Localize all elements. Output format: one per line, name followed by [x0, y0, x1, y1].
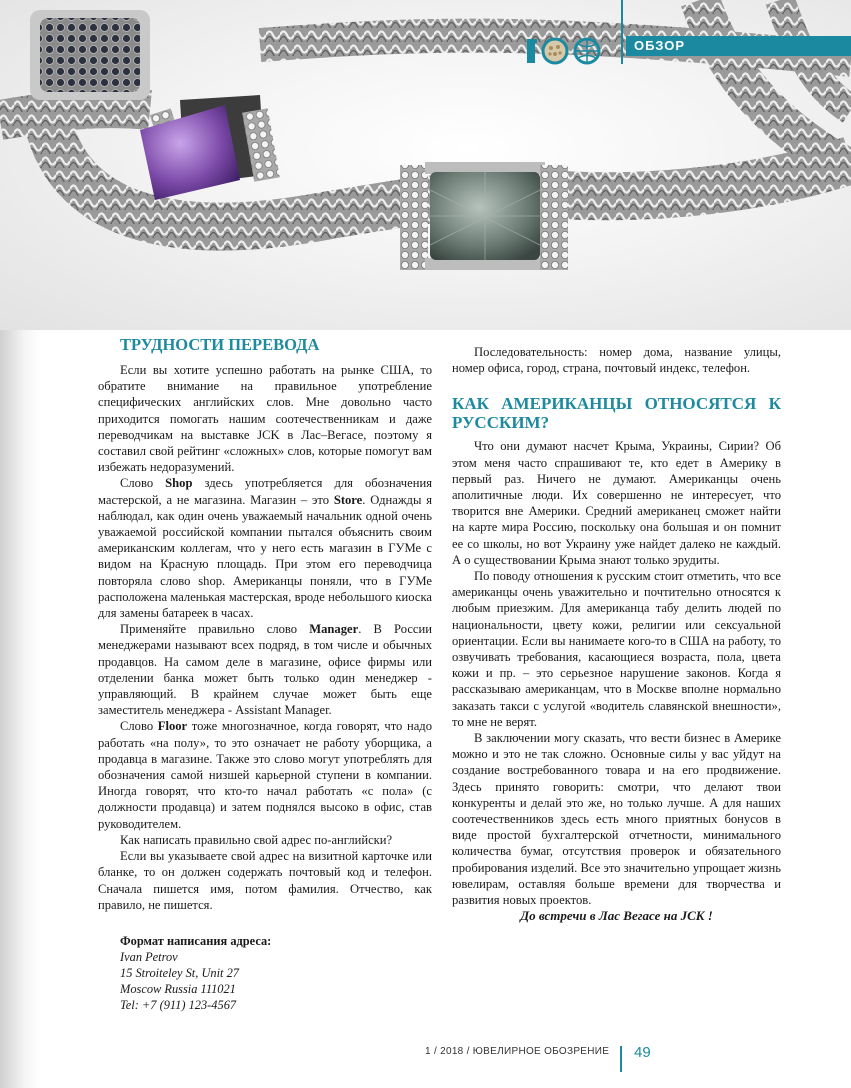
- right-column: [452, 344, 781, 925]
- term-shop: Shop: [165, 476, 193, 491]
- section-tag: ОБЗОР: [626, 36, 851, 56]
- paragraph: Что они думают насчет Крыма, Украины, Сирии? Об этом меня часто спрашивают те, кто едет в Америку в первый раз. Ничего не думают. Американцы очень аполитичные люди. Их совершенно не интересует, что творится вне Америки. Средний американец сможет найти на карте мира Россию, поскольку она большая и он помнит ее со школы, но вот Украину уже найдет далеко не каждый. А о существовании Крыма знают только эрудиты.: [452, 439, 781, 567]
- paragraph: Если вы указываете свой адрес на визитной карточке или бланке, то он должен содержать почтовый код и телефон. Сначала пишется имя, потом фамилия. Отчество, как правило, не пишется.: [98, 849, 432, 912]
- green-gem-station: [400, 162, 568, 270]
- term-manager: Manager: [309, 622, 359, 637]
- closing-line: До встречи в Лас Вегасе на JCK !: [520, 908, 713, 924]
- logo-100-icon: [527, 36, 619, 66]
- magazine-logo: [527, 36, 619, 66]
- amethyst-station: [140, 95, 280, 200]
- header-divider: [621, 0, 623, 64]
- heading-americans-attitude: КАК АМЕРИКАНЦЫ ОТНОСЯТСЯ К РУССКИМ?: [452, 394, 781, 433]
- address-line: Tel: +7 (911) 123-4567: [120, 997, 237, 1012]
- address-example: [98, 933, 432, 1013]
- footer-divider: [620, 1046, 622, 1072]
- page-number: 49: [634, 1044, 651, 1061]
- footer-issue: 1 / 2018 / ЮВЕЛИРНОЕ ОБОЗРЕНИЕ: [425, 1046, 610, 1057]
- address-line: 15 Stroiteley St, Unit 27: [120, 965, 239, 980]
- address-title: Формат написания адреса:: [120, 933, 272, 948]
- paragraph: В заключении могу сказать, что вести бизнес в Америке можно и это не так сложно. Основные силы у вас уйдут на создание востребованного товара и на его продвижение. Здесь принято говорить: смотри, что делают твои конкуренты и делай это же, но только лучше. А для наших соотечественников здесь есть много приятных бонусов в виде простой бухгалтерской отчетности, минимального количества бумаг, отсутствия проверок и обязательного пробирования изделий. Все это значительно упрощает жизнь ювелирам, оставляя больше времени для творчества и развития новых проектов.: [452, 731, 781, 908]
- paragraph: Слово Floor тоже многозначное, когда говорят, что надо работать «на полу», то это означает не работу уборщика, а продавца в магазине. Также это слово могут употреблять для обозначения самой низшей карьерной ступени в компании. Иногда говорят, что кто-то начал работать «с пола» (с должности продавца) и затем поднялся высоко в офис, став руководителем.: [98, 719, 432, 831]
- paragraph: По поводу отношения к русским стоит отметить, что все американцы очень уважительно и почтительно относятся к любым приезжим. Для американца табу делить людей по национальности, цвету кожи, религии или сексуальной ориентации. Если вы нанимаете кого-то в США на работу, то озвучивать требования, касающиеся возраста, пола, цвета кожи и пр. – это серьезное нарушение законов. Когда я рассказываю американцам, что в Москве вполне нормально заказать такси с услугой «водитель славянской внешности», то мне не верят.: [452, 569, 781, 729]
- paragraph: Применяйте правильно слово Manager. В России менеджерами называют всех подряд, в том числе и обычных продавцов. На самом деле в магазине, офисе фирмы или отделении банка может быть только один менеджер - управляющий. В крайнем случае может быть еще заместитель менеджера - Assistant Manager.: [98, 622, 432, 718]
- paragraph: Если вы хотите успешно работать на рынке США, то обратите внимание на правильное употребление специфических английских слов. Мне довольно часто приходится помогать нашим соотечественникам и даже переводчикам на выставке JCK в Лас–Вегасе, поэтому я составил свой рейтинг «сложных» слов, которые помогут вам избежать недоразумений.: [98, 363, 432, 475]
- address-line: Moscow Russia 111021: [120, 981, 236, 996]
- chain-left-upper: [0, 108, 150, 120]
- term-floor: Floor: [157, 719, 188, 734]
- address-line: Ivan Petrov: [120, 949, 178, 964]
- left-column: [98, 336, 432, 1013]
- paragraph: Как написать правильно свой адрес по-английски?: [120, 832, 393, 847]
- paragraph: Слово Shop здесь употребляется для обозначения мастерской, а не магазина. Магазин – это Store. Однажды я наблюдал, как один очень уважаемый начальник одной очень уважаемой российской компании пытался объяснить своим американским коллегам, что у него есть магазин в ГУМе с видом на Красную площадь. При этом его переводчица повторяла слово shop. Американцы поняли, что в ГУМе расположена маленькая мастерская, вроде небольшого киоска для замены батареек в часах.: [98, 476, 432, 621]
- term-store: Store: [333, 492, 363, 507]
- paragraph: Последовательность: номер дома, название улицы, номер офиса, город, страна, почтовый индекс, телефон.: [452, 345, 781, 376]
- heading-translation-difficulties: ТРУДНОСТИ ПЕРЕВОДА: [120, 335, 320, 354]
- dark-pave-clasp: [30, 10, 150, 100]
